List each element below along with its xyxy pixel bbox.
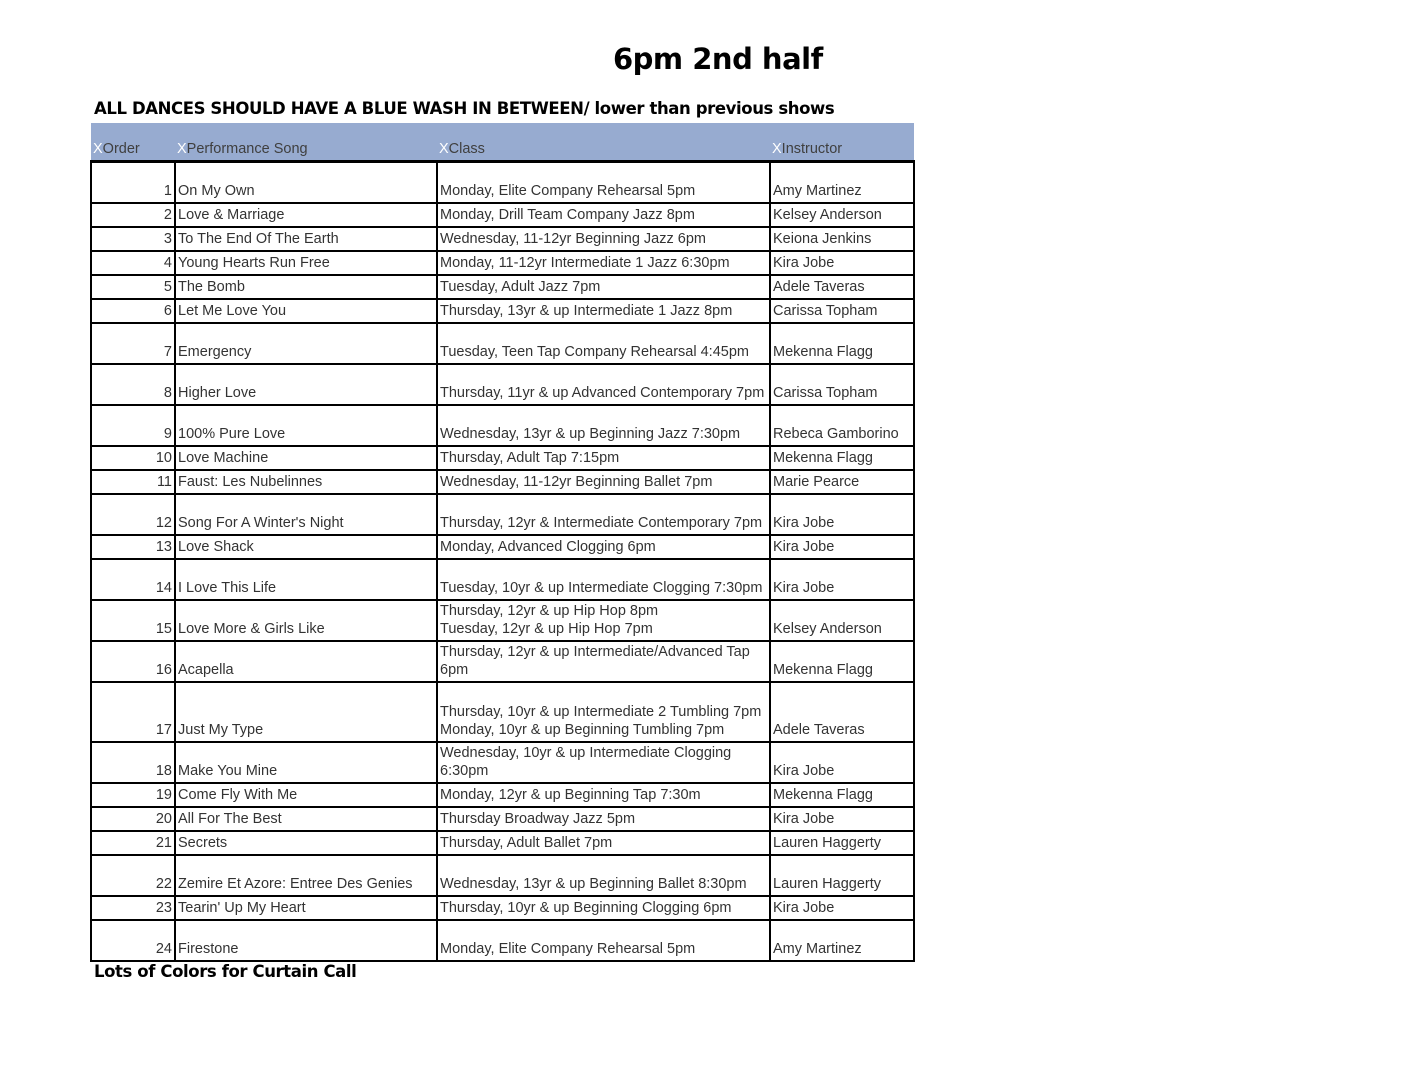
order-cell: 23 [91, 896, 175, 920]
instructor-cell: Carissa Topham [770, 364, 914, 405]
song-cell: Zemire Et Azore: Entree Des Genies [175, 855, 437, 896]
table-row [91, 559, 914, 600]
class-cell [437, 641, 770, 682]
class-line: Thursday, 12yr & up Intermediate/Advanced Tap 6pm [440, 643, 750, 678]
class-cell [437, 323, 770, 364]
song-cell: On My Own [175, 162, 437, 203]
class-line: Wednesday, 11-12yr Beginning Jazz 6pm [440, 230, 706, 247]
instructor-cell: Kira Jobe [770, 896, 914, 920]
class-line: Monday, 10yr & up Beginning Tumbling 7pm [440, 721, 725, 738]
class-line: Tuesday, Adult Jazz 7pm [440, 278, 601, 295]
song-cell: Come Fly With Me [175, 783, 437, 807]
instructor-cell: Amy Martinez [770, 162, 914, 203]
class-cell [437, 470, 770, 494]
order-cell: 1 [91, 162, 175, 203]
order-cell: 6 [91, 299, 175, 323]
instructor-cell: Rebeca Gamborino [770, 405, 914, 446]
order-cell: 9 [91, 405, 175, 446]
table-row [91, 470, 914, 494]
class-line: Tuesday, 12yr & up Hip Hop 7pm [440, 620, 653, 637]
class-line: Thursday, Adult Ballet 7pm [440, 834, 613, 851]
curtain-call-note: Lots of Colors for Curtain Call [94, 962, 357, 981]
instructor-cell: Mekenna Flagg [770, 783, 914, 807]
class-line: Monday, Elite Company Rehearsal 5pm [440, 940, 696, 957]
table-row [91, 275, 914, 299]
class-line: Monday, Drill Team Company Jazz 8pm [440, 206, 695, 223]
order-cell: 11 [91, 470, 175, 494]
class-line: Monday, 12yr & up Beginning Tap 7:30m [440, 786, 701, 803]
class-line: Wednesday, 10yr & up Intermediate Clogging 6:30pm [440, 744, 732, 779]
table-row [91, 323, 914, 364]
table-row [91, 896, 914, 920]
song-cell: Emergency [175, 323, 437, 364]
class-line: Thursday, 10yr & up Intermediate 2 Tumbling 7pm [440, 703, 762, 720]
class-line: Thursday, 10yr & up Beginning Clogging 6pm [440, 899, 732, 916]
table-row [91, 405, 914, 446]
order-cell: 21 [91, 831, 175, 855]
class-cell [437, 855, 770, 896]
song-cell: Love Shack [175, 535, 437, 559]
class-cell [437, 446, 770, 470]
song-cell: Tearin' Up My Heart [175, 896, 437, 920]
table-row [91, 742, 914, 783]
class-line: Monday, Elite Company Rehearsal 5pm [440, 182, 696, 199]
class-cell [437, 920, 770, 961]
class-line: Thursday, 12yr & up Hip Hop 8pm [440, 602, 659, 619]
song-cell: Secrets [175, 831, 437, 855]
table-row [91, 494, 914, 535]
table-row [91, 299, 914, 323]
song-cell: All For The Best [175, 807, 437, 831]
class-cell [437, 405, 770, 446]
order-cell: 18 [91, 742, 175, 783]
song-cell: Higher Love [175, 364, 437, 405]
table-row [91, 783, 914, 807]
table-row [91, 227, 914, 251]
class-line: Tuesday, Teen Tap Company Rehearsal 4:45pm [440, 343, 749, 360]
header-class: XClass [437, 123, 770, 162]
class-line: Thursday, 11yr & up Advanced Contemporary 7pm [440, 384, 765, 401]
class-cell [437, 203, 770, 227]
class-cell [437, 299, 770, 323]
instructor-cell: Kira Jobe [770, 251, 914, 275]
table-row [91, 682, 914, 742]
song-cell: I Love This Life [175, 559, 437, 600]
order-cell: 17 [91, 682, 175, 742]
table-row [91, 251, 914, 275]
table-header-row [91, 123, 914, 162]
instructor-cell: Kira Jobe [770, 494, 914, 535]
table-row [91, 600, 914, 641]
instructor-cell: Kelsey Anderson [770, 203, 914, 227]
song-cell: Let Me Love You [175, 299, 437, 323]
song-cell: Firestone [175, 920, 437, 961]
table-row [91, 535, 914, 559]
performance-order-table [90, 123, 915, 962]
order-cell: 20 [91, 807, 175, 831]
lighting-note: ALL DANCES SHOULD HAVE A BLUE WASH IN BETWEEN/ lower than previous shows [94, 99, 835, 118]
class-cell [437, 494, 770, 535]
class-cell [437, 783, 770, 807]
song-cell: Acapella [175, 641, 437, 682]
class-cell [437, 559, 770, 600]
order-cell: 2 [91, 203, 175, 227]
class-line: Wednesday, 13yr & up Beginning Ballet 8:30pm [440, 875, 747, 892]
class-line: Wednesday, 13yr & up Beginning Jazz 7:30pm [440, 425, 741, 442]
header-order: XOrder [91, 123, 175, 162]
instructor-cell: Kira Jobe [770, 559, 914, 600]
table-row [91, 162, 914, 203]
order-cell: 8 [91, 364, 175, 405]
table-row [91, 807, 914, 831]
instructor-cell: Keiona Jenkins [770, 227, 914, 251]
class-cell [437, 162, 770, 203]
song-cell: Young Hearts Run Free [175, 251, 437, 275]
order-cell: 24 [91, 920, 175, 961]
instructor-cell: Kira Jobe [770, 535, 914, 559]
song-cell: 100% Pure Love [175, 405, 437, 446]
instructor-cell: Mekenna Flagg [770, 323, 914, 364]
class-line: Thursday, Adult Tap 7:15pm [440, 449, 620, 466]
class-cell [437, 227, 770, 251]
instructor-cell: Adele Taveras [770, 682, 914, 742]
song-cell: The Bomb [175, 275, 437, 299]
class-cell [437, 682, 770, 742]
instructor-cell: Kira Jobe [770, 807, 914, 831]
song-cell: Love & Marriage [175, 203, 437, 227]
class-line: Monday, 11-12yr Intermediate 1 Jazz 6:30pm [440, 254, 730, 271]
song-cell: Faust: Les Nubelinnes [175, 470, 437, 494]
class-line: Wednesday, 11-12yr Beginning Ballet 7pm [440, 473, 713, 490]
order-cell: 16 [91, 641, 175, 682]
order-cell: 10 [91, 446, 175, 470]
instructor-cell: Amy Martinez [770, 920, 914, 961]
order-cell: 3 [91, 227, 175, 251]
class-line: Thursday, 13yr & up Intermediate 1 Jazz 8pm [440, 302, 733, 319]
song-cell: Just My Type [175, 682, 437, 742]
instructor-cell: Mekenna Flagg [770, 446, 914, 470]
order-cell: 22 [91, 855, 175, 896]
class-cell [437, 535, 770, 559]
order-cell: 5 [91, 275, 175, 299]
song-cell: Song For A Winter's Night [175, 494, 437, 535]
class-line: Thursday Broadway Jazz 5pm [440, 810, 636, 827]
instructor-cell: Kira Jobe [770, 742, 914, 783]
class-cell [437, 831, 770, 855]
table-row [91, 920, 914, 961]
song-cell: Make You Mine [175, 742, 437, 783]
instructor-cell: Marie Pearce [770, 470, 914, 494]
order-cell: 12 [91, 494, 175, 535]
class-cell [437, 251, 770, 275]
class-line: Monday, Advanced Clogging 6pm [440, 538, 656, 555]
order-cell: 13 [91, 535, 175, 559]
table-row [91, 831, 914, 855]
instructor-cell: Lauren Haggerty [770, 855, 914, 896]
class-line: Thursday, 12yr & Intermediate Contemporary 7pm [440, 514, 763, 531]
song-cell: To The End Of The Earth [175, 227, 437, 251]
instructor-cell: Mekenna Flagg [770, 641, 914, 682]
class-cell [437, 275, 770, 299]
class-cell [437, 364, 770, 405]
table-row [91, 446, 914, 470]
table-row [91, 364, 914, 405]
order-cell: 19 [91, 783, 175, 807]
class-line: Tuesday, 10yr & up Intermediate Clogging 7:30pm [440, 579, 763, 596]
table-row [91, 203, 914, 227]
order-cell: 14 [91, 559, 175, 600]
song-cell: Love Machine [175, 446, 437, 470]
table-row [91, 641, 914, 682]
instructor-cell: Adele Taveras [770, 275, 914, 299]
class-cell [437, 896, 770, 920]
order-cell: 4 [91, 251, 175, 275]
instructor-cell: Carissa Topham [770, 299, 914, 323]
order-cell: 7 [91, 323, 175, 364]
table-row [91, 855, 914, 896]
class-cell [437, 807, 770, 831]
order-cell: 15 [91, 600, 175, 641]
class-cell [437, 600, 770, 641]
song-cell: Love More & Girls Like [175, 600, 437, 641]
header-performance-song: XPerformance Song [175, 123, 437, 162]
header-instructor: XInstructor [770, 123, 914, 162]
instructor-cell: Kelsey Anderson [770, 600, 914, 641]
class-cell [437, 742, 770, 783]
instructor-cell: Lauren Haggerty [770, 831, 914, 855]
